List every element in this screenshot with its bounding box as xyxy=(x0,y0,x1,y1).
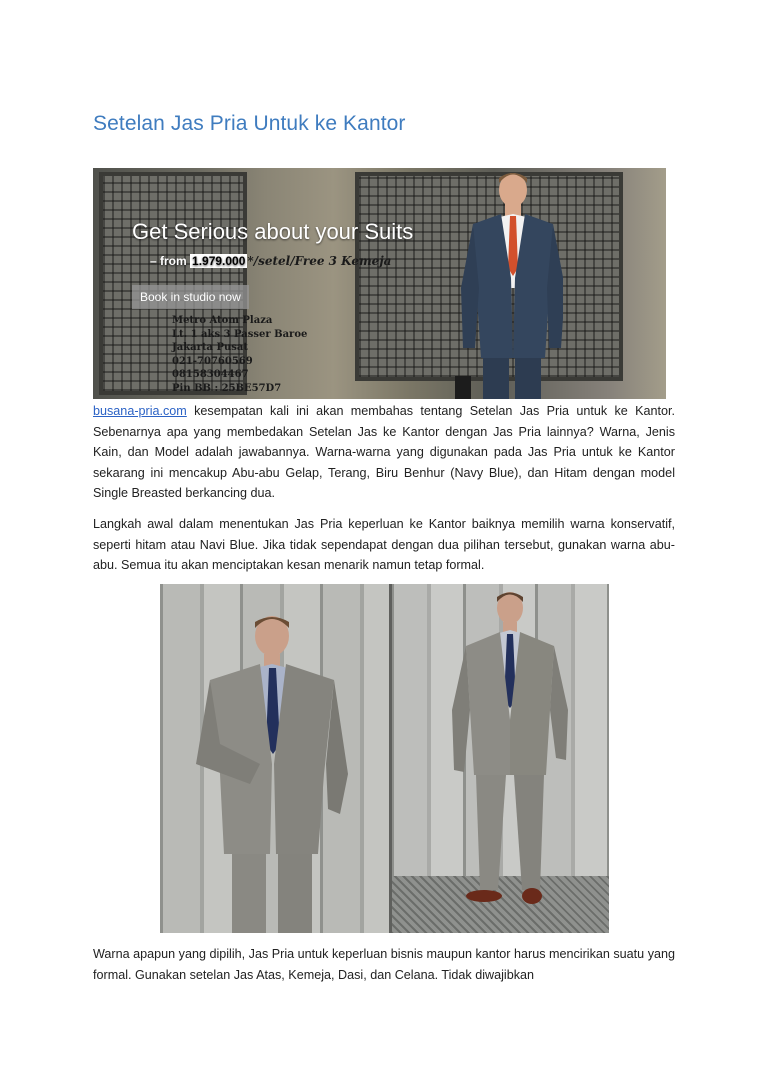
banner-price-line xyxy=(150,254,391,268)
paragraph-intro-text: kesempatan kali ini akan membahas tentang Setelan Jas Pria untuk ke Kantor. Sebenarnya apa yang membedakan Setelan Jas ke Kantor dengan Jas Pria lainnya? Warna, Jenis Kain, dan Model adalah jawabannya. Warna-warna yang digunakan pada Jas Pria untuk ke Kantor sekarang ini mencakup Abu-abu Gelap, Terang, Biru Benhur (Navy Blue), dan Hitam dengan model Single Breasted berkancing dua. xyxy=(93,404,675,500)
contact-line: 08158304467 xyxy=(172,369,249,380)
book-in-studio-button: Book in studio now xyxy=(132,285,249,309)
contact-line: Metro Atom Plaza xyxy=(172,315,273,326)
grey-suits-photo xyxy=(160,584,609,933)
store-contact-info xyxy=(172,314,307,395)
suit-ad-banner-image xyxy=(93,168,666,399)
price-suffix: */setel/Free 3 Kemeja xyxy=(247,254,392,268)
man-in-navy-suit-figure xyxy=(453,168,563,399)
contact-line: 021-70760569 xyxy=(172,355,253,367)
price-value: 1.979.000 xyxy=(192,254,246,268)
contact-line: Lt. 1 aks 3 Passer Baroe xyxy=(172,328,308,340)
photo-divider xyxy=(389,584,392,933)
contact-line: Jakarta Pusat xyxy=(172,342,248,353)
site-link[interactable]: busana-pria.com xyxy=(93,404,187,418)
man-buttoning-grey-suit-figure xyxy=(190,614,360,933)
banner-headline: Get Serious about your Suits xyxy=(132,219,414,244)
man-standing-grey-suit-figure xyxy=(440,590,590,915)
contact-line: Pin BB : 25BE57D7 xyxy=(172,382,282,394)
page-title: Setelan Jas Pria Untuk ke Kantor xyxy=(93,112,406,135)
paragraph-formal: Warna apapun yang dipilih, Jas Pria untuk keperluan bisnis maupun kantor harus mencirikan suatu yang formal. Gunakan setelan Jas Atas, Kemeja, Dasi, dan Celana. Tidak diwajibkan xyxy=(93,947,675,982)
paragraph-color-advice: Langkah awal dalam menentukan Jas Pria keperluan ke Kantor baiknya memilih warna konservatif, seperti hitam atau Navi Blue. Jika tidak sependapat dengan dua pilihan tersebut, gunakan warna abu-abu. Semua itu akan menciptakan kesan menarik namun tetap formal. xyxy=(93,517,675,572)
paragraph-intro xyxy=(93,401,675,504)
price-prefix: – from xyxy=(150,254,191,268)
